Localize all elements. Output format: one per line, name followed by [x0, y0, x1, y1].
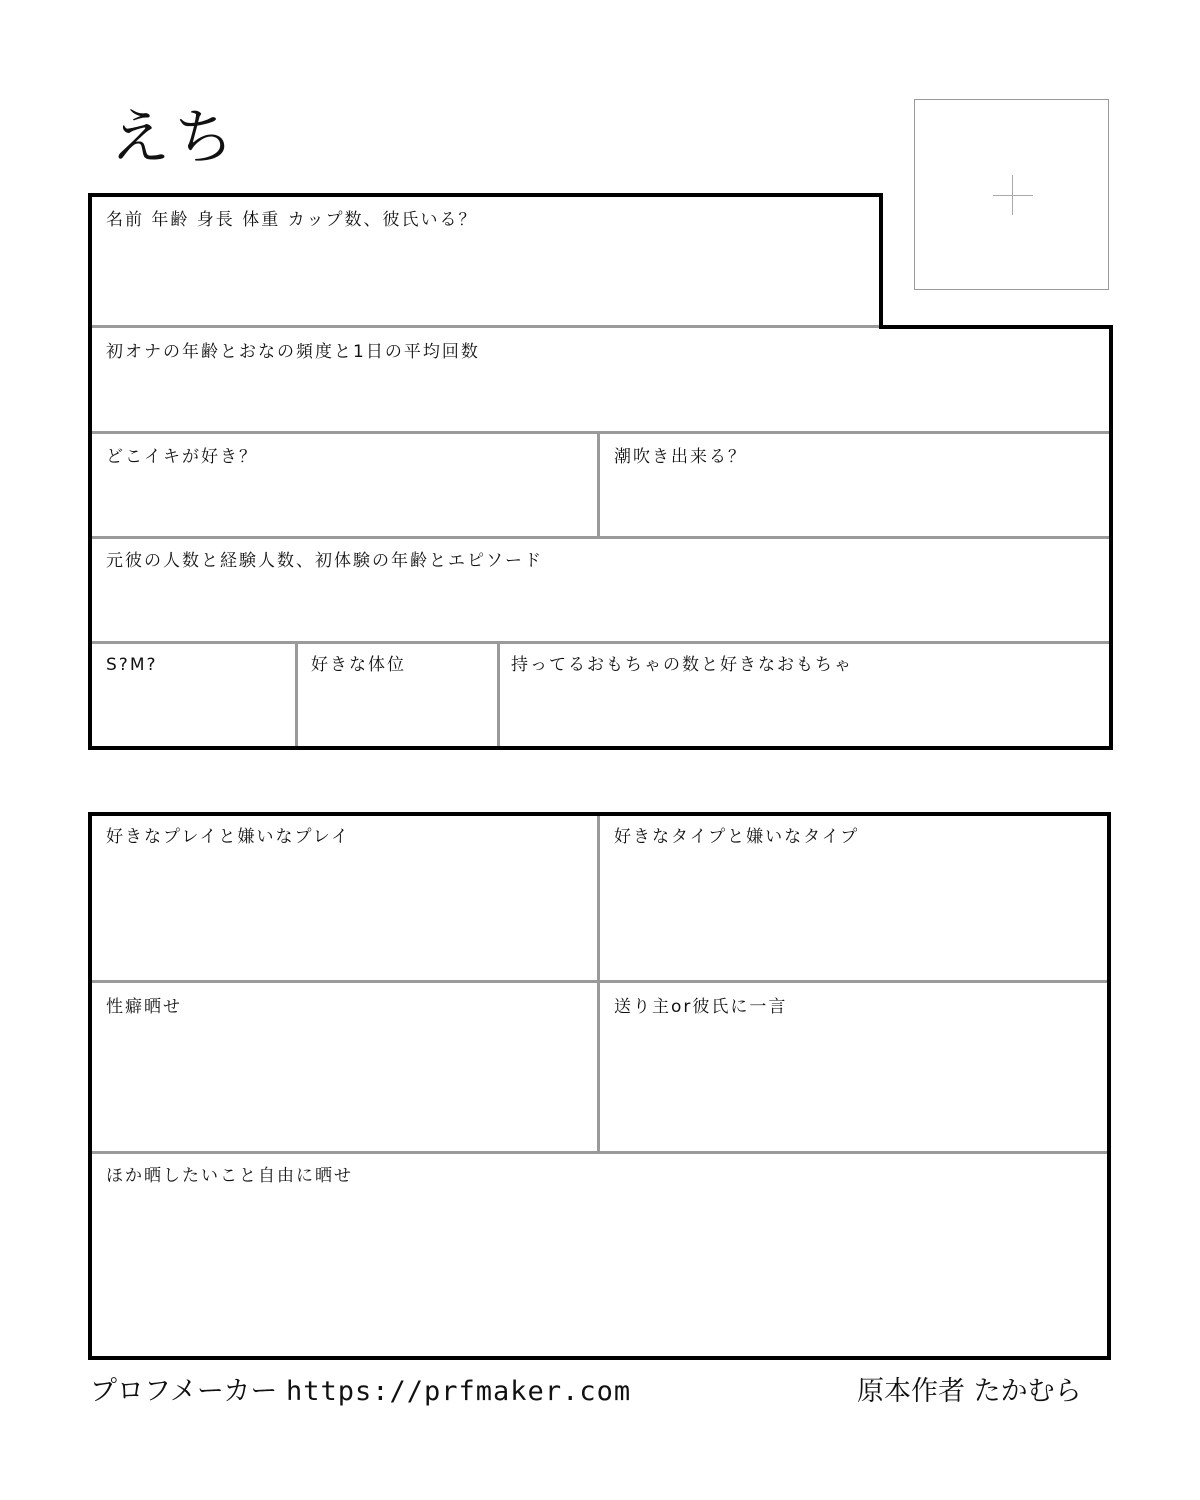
field-label-first-masturbation: 初オナの年齢とおなの頻度と1日の平均回数: [106, 342, 480, 362]
field-label-basic-info: 名前 年齢 身長 体重 カップ数、彼氏いる？: [106, 210, 478, 230]
field-label-s-or-m: S?M?: [106, 655, 158, 675]
page-title: えち: [110, 103, 238, 173]
field-label-message: 送り主or彼氏に一言: [614, 997, 788, 1017]
plus-icon: [993, 175, 1033, 215]
field-label-squirting: 潮吹き出来る？: [614, 447, 747, 467]
photo-placeholder[interactable]: [914, 99, 1109, 290]
footer-author: 原本作者 たかむら: [857, 1376, 1082, 1407]
field-label-free: ほか晒したいこと自由に晒せ: [106, 1166, 353, 1186]
field-label-toys: 持ってるおもちゃの数と好きなおもちゃ: [511, 655, 853, 675]
field-label-play: 好きなプレイと嫌いなプレイ: [106, 827, 350, 847]
field-label-ex-count: 元彼の人数と経験人数、初体験の年齢とエピソード: [106, 551, 543, 571]
field-label-fetish: 性癖晒せ: [106, 997, 182, 1017]
field-label-type: 好きなタイプと嫌いなタイプ: [614, 827, 860, 847]
field-label-fav-position: 好きな体位: [311, 655, 406, 675]
footer-maker-label: プロフメーカー: [90, 1376, 278, 1407]
field-label-where-climax: どこイキが好き？: [106, 447, 258, 467]
footer-maker: [90, 1378, 631, 1405]
footer-maker-link[interactable]: https://prfmaker.com: [285, 1376, 632, 1407]
